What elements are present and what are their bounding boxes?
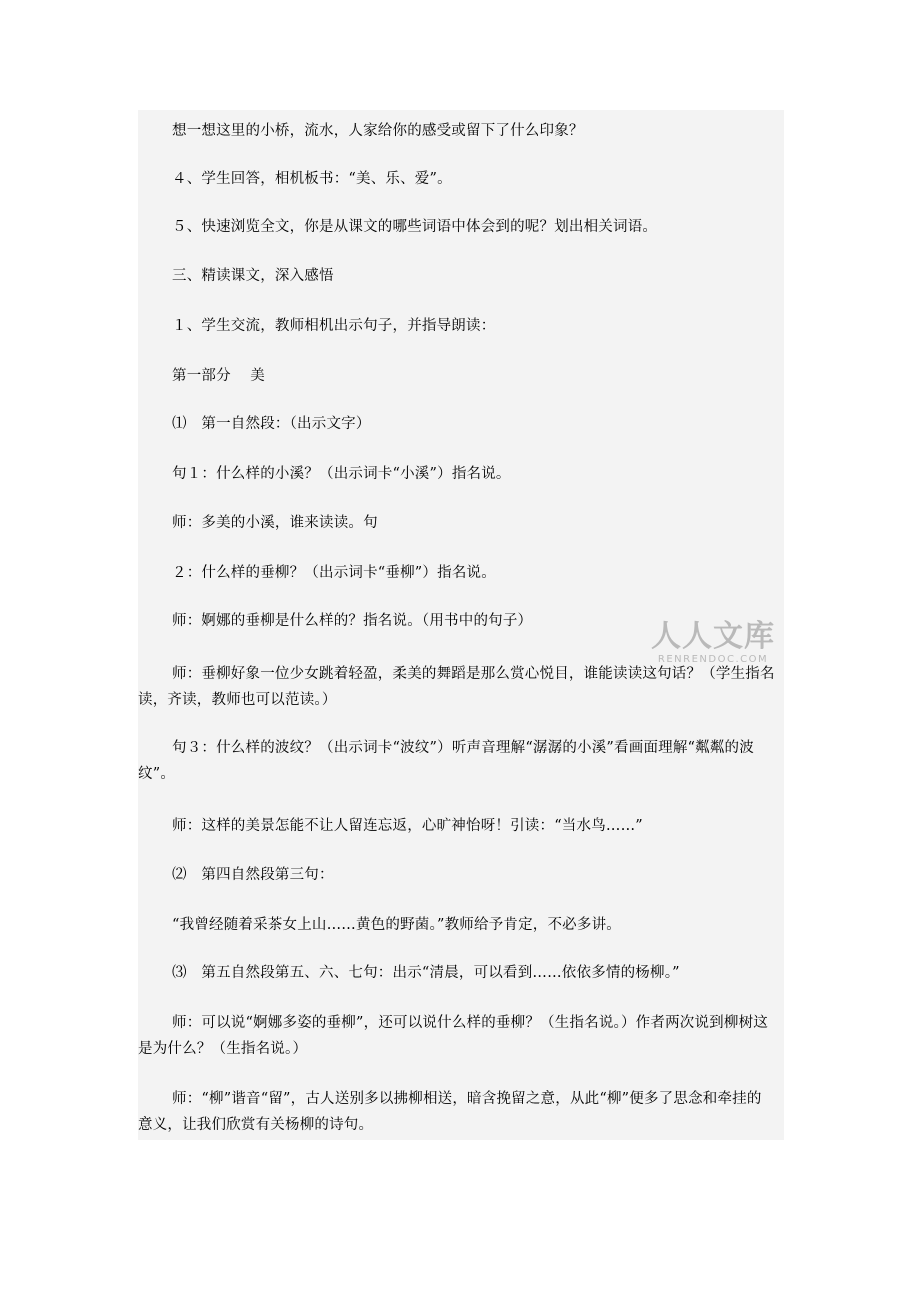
paragraph: ⑵ 第四自然段第三句： — [172, 867, 334, 883]
paragraph: 师：“柳”谐音“留”，古人送别多以拂柳相送，暗含挽留之意，从此“柳”便多了思念和牵挂的意义，让我们欣赏有关杨柳的诗句。 — [138, 1091, 762, 1133]
watermark-logo-text: 人人文库 — [651, 619, 775, 654]
paragraph: ⑴ 第一自然段：（出示文字） — [172, 416, 371, 432]
paragraph: 师：婀娜的垂柳是什么样的？指名说。（用书中的句子） — [172, 613, 533, 629]
paragraph: ５、快速浏览全文，你是从课文的哪些词语中体会到的呢？划出相关词语。 — [172, 219, 658, 235]
paragraph: 想一想这里的小桥，流水，人家给你的感受或留下了什么印象？ — [172, 123, 584, 139]
paragraph: １、学生交流，教师相机出示句子，并指导朗读： — [172, 318, 496, 334]
paragraph: ⑶ 第五自然段第五、六、七句：出示“清晨，可以看到……依依多情的杨柳。” — [172, 965, 680, 981]
paragraph: ４、学生回答，相机板书：“美、乐、爱”。 — [172, 171, 452, 187]
watermark-url: RENRENDOC.COM — [657, 654, 769, 665]
paragraph: 句３：什么样的波纹？（出示词卡“波纹”）听声音理解“潺潺的小溪”看画面理解“粼粼的波纹”。 — [138, 740, 754, 782]
paragraph: ２：什么样的垂柳？（出示词卡“垂柳”）指名说。 — [172, 565, 496, 581]
paragraph: 师：可以说“婀娜多姿的垂柳”，还可以说什么样的垂柳？（生指名说。）作者两次说到柳树这是为什么？（生指名说。） — [138, 1015, 768, 1057]
paragraph: 师：垂柳好象一位少女跳着轻盈，柔美的舞蹈是那么赏心悦目，谁能读读这句话？（学生指名读，齐读，教师也可以范读。） — [138, 666, 775, 708]
paragraph: 第一部分 美 — [172, 368, 266, 384]
paragraph: 师：多美的小溪，谁来读读。句 — [172, 515, 378, 531]
paragraph: 师：这样的美景怎能不让人留连忘返，心旷神怡呀！引读：“当水鸟……” — [172, 818, 643, 834]
paragraph: 三、精读课文，深入感悟 — [172, 268, 334, 284]
paragraph: “我曾经随着采茶女上山……黄色的野菌。”教师给予肯定，不必多讲。 — [172, 917, 621, 933]
paragraph: 句１：什么样的小溪？（出示词卡“小溪”）指名说。 — [172, 466, 511, 482]
document-page — [138, 110, 784, 1140]
